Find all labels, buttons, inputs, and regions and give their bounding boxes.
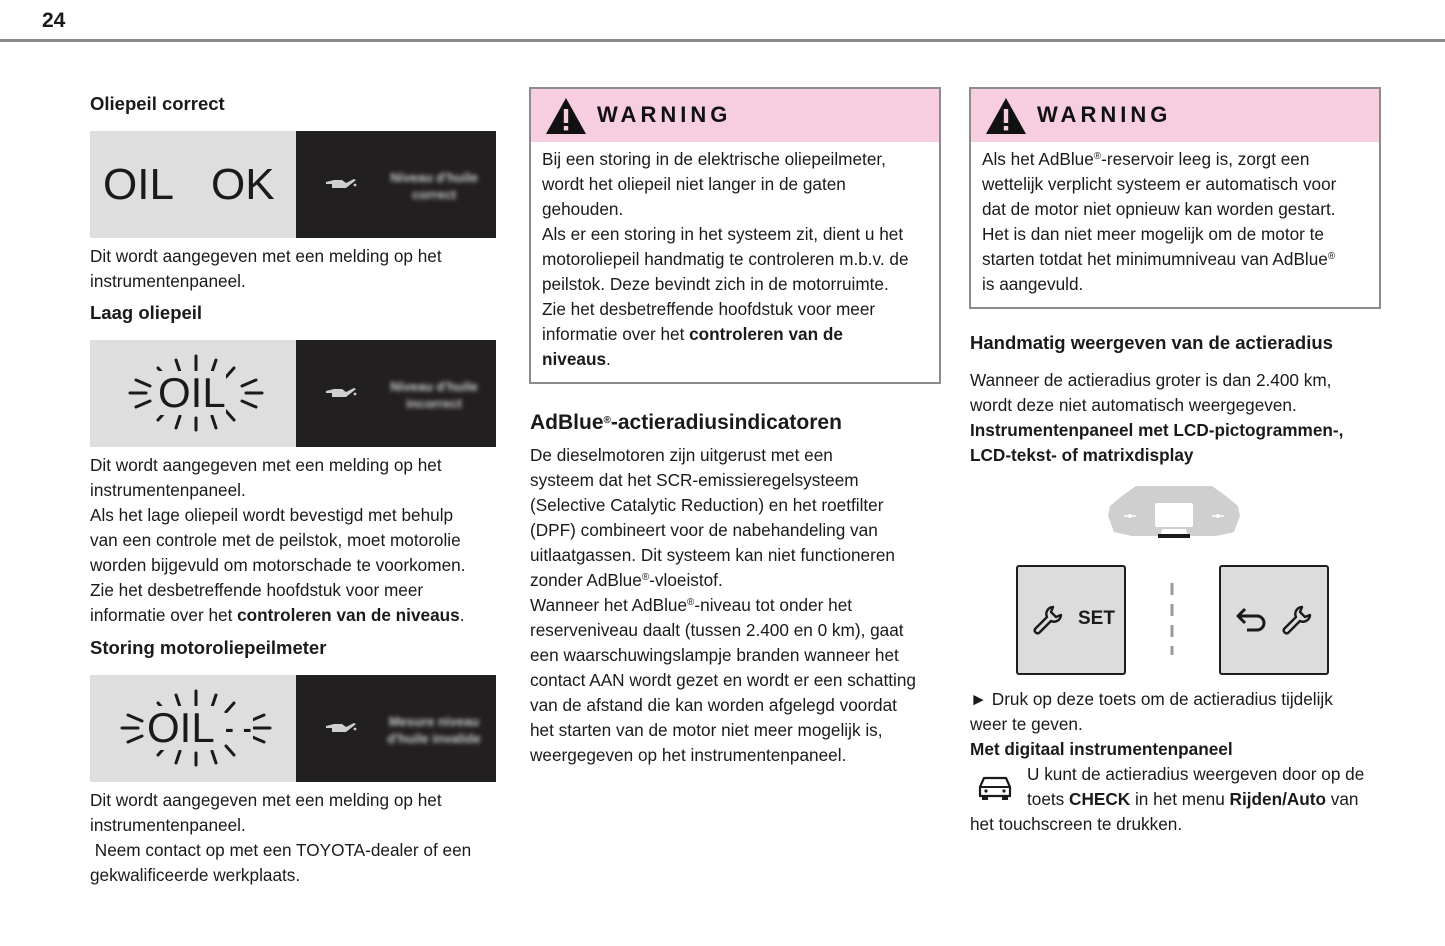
text-span: Als het AdBlue: [982, 149, 1094, 169]
text-span: -reservoir leeg is, zorgt een: [1101, 149, 1310, 169]
registered-mark: ®: [1327, 251, 1336, 262]
registered-mark: ®: [1093, 151, 1102, 162]
para-oil-correct: [90, 244, 442, 294]
text-line: worden bijgevuld om motorschade te voorkomen.: [90, 555, 466, 575]
oil-dots: - -: [225, 713, 253, 743]
para-sensor-fault: [90, 788, 471, 888]
heading-text: AdBlue: [530, 411, 604, 434]
warning-box-oil-sensor: [529, 87, 941, 384]
emphasis-text: CHECK: [1069, 789, 1131, 809]
registered-mark: ®: [641, 572, 650, 583]
para-range-instructions: [970, 687, 1333, 762]
text-line: van de afstand die kan worden afgelegd voordat: [530, 695, 897, 715]
heading-oil-correct: Oliepeil correct: [90, 93, 225, 114]
warning-title: WARNING: [1037, 102, 1172, 127]
text-line: Het is dan niet meer mogelijk om de motor te: [982, 224, 1324, 244]
subheading: Met digitaal instrumentenpaneel: [970, 739, 1233, 759]
text-line: Als er een storing in het systeem zit, dient u het: [542, 224, 904, 244]
screen-text-3: Mesure niveau d'huile invalide: [387, 714, 481, 746]
warning-text: [542, 147, 931, 372]
text-span: zonder AdBlue: [530, 570, 642, 590]
oil-ok-indicator: [90, 131, 296, 238]
warning-header: [971, 89, 1379, 142]
text-line: (DPF) combineert voor de nabehandeling van: [530, 520, 878, 540]
text-line: van een controle met de peilstok, moet motorolie: [90, 530, 461, 550]
text-line: [982, 147, 1371, 172]
low-oil-display: [90, 340, 496, 447]
emphasis-text: niveaus: [542, 349, 607, 369]
car-icon: [976, 774, 1014, 802]
text-line: instrumentenpaneel.: [90, 815, 246, 835]
para-low-oil: [90, 453, 465, 628]
text-line: dat de motor niet opnieuw kan worden gestart.: [982, 199, 1336, 219]
oil-ok-word2: OK: [211, 160, 275, 209]
warning-box-adblue: [969, 87, 1381, 309]
text-line: Dit wordt aangegeven met een melding op het: [90, 455, 442, 475]
text-line: Wanneer de actieradius groter is dan 2.400 km,: [970, 370, 1332, 390]
text-line: [90, 603, 465, 628]
text-line: weergegeven op het instrumentenpaneel.: [530, 745, 847, 765]
heading-text: -actieradiusindicatoren: [610, 411, 842, 434]
text-span: Druk op deze toets om de actieradius tijdelijk: [987, 689, 1333, 709]
text-span: starten totdat het minimumniveau van AdBlue: [982, 249, 1328, 269]
para-digital-l3: het touchscreen te drukken.: [970, 814, 1183, 834]
return-arrow-icon: [1235, 605, 1271, 635]
warning-title: WARNING: [597, 102, 732, 127]
heading-manual-range: Handmatig weergeven van de actieradius: [970, 332, 1333, 353]
text-line: uitlaatgassen. Dit systeem kan niet functioneren: [530, 545, 895, 565]
subheading: Instrumentenpaneel met LCD-pictogrammen-,: [970, 420, 1344, 440]
text-line: gehouden.: [542, 199, 624, 219]
text-line: instrumentenpaneel.: [90, 480, 246, 500]
back-settings-button[interactable]: [1219, 565, 1329, 675]
text-span: informatie over het: [90, 605, 238, 625]
text-line: Dit wordt aangegeven met een melding op het: [90, 246, 442, 266]
text-line: motoroliepeil handmatig te controleren m.b.v. de: [542, 249, 909, 269]
text-line: Neem contact op met een TOYOTA-dealer of een: [90, 840, 472, 860]
emphasis-text: Rijden/Auto: [1229, 789, 1326, 809]
text-line: is aangevuld.: [982, 274, 1084, 294]
text-line: [530, 568, 916, 593]
text-line: Zie het desbetreffende hoofdstuk voor meer: [90, 580, 424, 600]
sensor-fault-display: [90, 675, 496, 782]
registered-mark: ®: [687, 597, 695, 608]
text-line: [542, 347, 931, 372]
oil-screen-1: [296, 131, 496, 238]
oil-can-icon: [324, 383, 358, 401]
text-line: instrumentenpaneel.: [90, 271, 246, 291]
heading-sensor-fault: Storing motoroliepeilmeter: [90, 637, 327, 658]
text-line: peilstok. Deze bevindt zich in de motorruimte.: [542, 274, 889, 294]
oil-screen-2: [296, 340, 496, 447]
text-line: Als het lage oliepeil wordt bevestigd met behulp: [90, 505, 454, 525]
text-line: het starten van de motor niet meer mogelijk is,: [530, 720, 883, 740]
warning-triangle-icon: [985, 97, 1027, 135]
text-span: toets: [1027, 789, 1070, 809]
text-line: wettelijk verplicht systeem er automatisch voor: [982, 174, 1337, 194]
wrench-icon: [1279, 603, 1313, 637]
para-range-intro: [970, 368, 1343, 468]
para-digital-l2: [1027, 787, 1358, 812]
text-line: [542, 322, 931, 347]
registered-mark: ®: [603, 415, 611, 426]
oil-ok-word1: OIL: [103, 160, 174, 209]
emphasis-text: controleren van de: [689, 324, 843, 344]
text-line: gekwalificeerde werkplaats.: [90, 865, 301, 885]
text-span: .: [459, 605, 465, 625]
instrument-cluster-icon: [1106, 484, 1242, 540]
oil-screen-3: [296, 675, 496, 782]
para-digital-l1: U kunt de actieradius weergeven door op de: [1027, 764, 1365, 784]
oil-can-icon: [324, 718, 358, 736]
text-line: weer te geven.: [970, 714, 1083, 734]
text-line: [970, 687, 1333, 712]
oil-word: OIL: [158, 369, 226, 416]
text-line: een waarschuwingslampje branden wanneer het: [530, 645, 899, 665]
oil-ok-display: [90, 131, 496, 238]
low-oil-indicator: [90, 340, 296, 447]
text-line: Bij een storing in de elektrische oliepeilmeter,: [542, 149, 886, 169]
sensor-fault-indicator: [90, 675, 296, 782]
text-span: -vloeistof.: [649, 570, 723, 590]
text-line: wordt deze niet automatisch weergegeven.: [970, 395, 1297, 415]
screen-text-2: Niveau d'huile incorrect: [390, 379, 478, 411]
warning-header: [531, 89, 939, 142]
text-line: [530, 593, 916, 618]
oil-word: OIL: [147, 704, 215, 751]
heading-low-oil: Laag oliepeil: [90, 302, 203, 323]
warning-text: [982, 147, 1371, 297]
text-line: [982, 247, 1371, 272]
para-adblue: [530, 443, 916, 768]
oil-can-icon: [324, 174, 358, 192]
text-span: informatie over het: [542, 324, 690, 344]
text-line: systeem dat het SCR-emissieregelsysteem: [530, 470, 859, 490]
text-line: Zie het desbetreffende hoofdstuk voor meer: [542, 299, 876, 319]
subheading: LCD-tekst- of matrixdisplay: [970, 445, 1194, 465]
wrench-icon: [1030, 603, 1064, 637]
text-span: .: [606, 349, 611, 369]
text-line: De dieselmotoren zijn uitgerust met een: [530, 445, 833, 465]
text-line: contact AAN wordt gezet en wordt er een schatting: [530, 670, 916, 690]
heading-adblue: [530, 410, 842, 436]
set-label: SET: [1078, 608, 1115, 629]
text-line: wordt het oliepeil niet langer in de gaten: [542, 174, 846, 194]
text-line: (Selective Catalytic Reduction) en het roetfilter: [530, 495, 884, 515]
emphasis-text: controleren van de niveaus: [237, 605, 460, 625]
divider-dashed: [1168, 583, 1176, 655]
set-button[interactable]: [1016, 565, 1126, 675]
page-number: 24: [42, 9, 66, 32]
text-span: Wanneer het AdBlue: [530, 595, 688, 615]
screen-text-1: Niveau d'huile correct: [390, 170, 478, 202]
header-divider: [0, 39, 1445, 42]
text-span: in het menu: [1130, 789, 1230, 809]
text-span: -niveau tot onder het: [694, 595, 853, 615]
bullet-arrow: ►: [970, 689, 988, 709]
warning-triangle-icon: [545, 97, 587, 135]
text-span: van: [1325, 789, 1359, 809]
text-line: Dit wordt aangegeven met een melding op het: [90, 790, 442, 810]
text-line: reserveniveau daalt (tussen 2.400 en 0 km), gaat: [530, 620, 904, 640]
